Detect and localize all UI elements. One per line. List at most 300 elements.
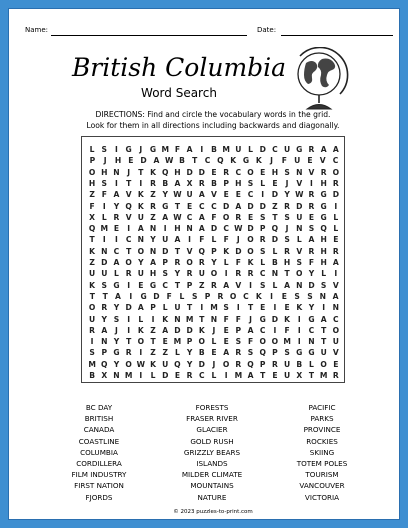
grid-letter[interactable]: I (249, 280, 252, 290)
grid-letter[interactable]: R (186, 269, 193, 279)
grid-letter[interactable]: E (162, 337, 168, 347)
grid-letter[interactable]: F (223, 235, 229, 245)
grid-letter[interactable]: L (174, 348, 180, 358)
grid-letter[interactable]: G (320, 190, 327, 200)
grid-letter[interactable]: C (186, 212, 193, 222)
grid-letter[interactable]: I (200, 303, 204, 313)
grid-letter[interactable]: D (162, 371, 169, 380)
grid-letter[interactable]: J (139, 145, 143, 154)
grid-letter[interactable]: O (247, 246, 254, 256)
grid-letter[interactable]: I (334, 201, 338, 211)
grid-letter[interactable]: G (320, 212, 327, 222)
grid-letter[interactable]: W (173, 190, 182, 200)
grid-letter[interactable]: H (320, 235, 327, 245)
grid-letter[interactable]: S (284, 235, 290, 245)
grid-letter[interactable]: K (150, 167, 156, 177)
grid-letter[interactable]: J (236, 235, 240, 245)
grid-letter[interactable]: Z (89, 190, 95, 200)
grid-letter[interactable]: S (284, 348, 290, 358)
grid-letter[interactable]: K (223, 246, 230, 256)
grid-letter[interactable]: S (223, 303, 229, 313)
grid-letter[interactable]: D (153, 291, 160, 301)
grid-letter[interactable]: M (88, 359, 96, 369)
grid-letter[interactable]: N (296, 280, 303, 290)
grid-letter[interactable]: Q (101, 359, 108, 369)
grid-letter[interactable]: J (103, 156, 107, 166)
grid-letter[interactable]: A (320, 314, 327, 324)
grid-letter[interactable]: O (271, 337, 279, 347)
grid-letter[interactable]: U (89, 314, 96, 324)
grid-letter[interactable]: H (114, 156, 122, 166)
grid-letter[interactable]: H (320, 178, 327, 188)
grid-letter[interactable]: A (115, 291, 121, 301)
grid-letter[interactable]: O (88, 303, 96, 313)
grid-letter[interactable]: F (247, 337, 254, 347)
grid-letter[interactable]: S (113, 314, 120, 324)
grid-letter[interactable]: M (173, 337, 182, 347)
grid-letter[interactable]: F (89, 201, 95, 211)
grid-letter[interactable]: Y (174, 269, 181, 279)
grid-letter[interactable]: E (260, 303, 266, 313)
grid-letter[interactable]: A (332, 145, 339, 154)
grid-letter[interactable]: R (125, 348, 132, 358)
grid-letter[interactable]: I (139, 348, 143, 358)
grid-letter[interactable]: J (127, 167, 131, 177)
grid-letter[interactable]: I (115, 178, 118, 188)
grid-letter[interactable]: A (223, 348, 230, 358)
grid-letter[interactable]: U (186, 190, 193, 200)
grid-letter[interactable]: I (139, 371, 143, 380)
grid-letter[interactable]: G (140, 291, 147, 301)
grid-letter[interactable]: K (150, 359, 156, 369)
grid-letter[interactable]: A (198, 212, 205, 222)
grid-letter[interactable]: T (126, 178, 132, 188)
grid-letter[interactable]: R (113, 212, 120, 222)
grid-letter[interactable]: L (333, 224, 339, 234)
grid-letter[interactable]: U (198, 269, 205, 279)
grid-letter[interactable]: R (284, 201, 291, 211)
grid-letter[interactable]: N (332, 303, 340, 313)
grid-letter[interactable]: D (186, 325, 193, 335)
grid-letter[interactable]: G (113, 348, 120, 358)
grid-letter[interactable]: R (235, 348, 242, 358)
grid-letter[interactable]: T (321, 337, 327, 347)
grid-letter[interactable]: B (179, 156, 185, 166)
grid-letter[interactable]: H (320, 246, 327, 256)
grid-letter[interactable]: M (283, 337, 291, 347)
grid-letter[interactable]: I (224, 269, 228, 279)
grid-letter[interactable]: R (308, 246, 315, 256)
grid-letter[interactable]: E (223, 325, 229, 335)
grid-letter[interactable]: L (211, 235, 217, 245)
grid-letter[interactable]: Z (150, 348, 156, 358)
grid-letter[interactable]: M (161, 145, 169, 154)
grid-letter[interactable]: L (333, 212, 339, 222)
grid-letter[interactable]: H (283, 258, 291, 267)
grid-letter[interactable]: Y (113, 201, 120, 211)
grid-letter[interactable]: V (332, 280, 339, 290)
grid-letter[interactable]: R (223, 167, 230, 177)
grid-letter[interactable]: R (198, 258, 205, 267)
grid-letter[interactable]: D (296, 201, 303, 211)
grid-letter[interactable]: R (235, 269, 242, 279)
grid-letter[interactable]: G (162, 201, 169, 211)
grid-letter[interactable]: H (235, 178, 242, 188)
grid-letter[interactable]: D (332, 190, 339, 200)
grid-letter[interactable]: Q (174, 359, 181, 369)
grid-letter[interactable]: H (149, 269, 157, 279)
grid-letter[interactable]: J (212, 359, 216, 369)
grid-letter[interactable]: A (247, 325, 254, 335)
grid-letter[interactable]: M (210, 303, 218, 313)
grid-letter[interactable]: I (102, 201, 106, 211)
grid-letter[interactable]: C (198, 201, 205, 211)
grid-letter[interactable]: Q (217, 156, 224, 166)
grid-letter[interactable]: R (211, 280, 217, 290)
grid-letter[interactable]: Y (150, 235, 156, 245)
grid-letter[interactable]: U (89, 269, 96, 279)
grid-letter[interactable]: F (284, 325, 290, 335)
grid-letter[interactable]: E (174, 371, 180, 380)
grid-letter[interactable]: E (128, 156, 134, 166)
grid-letter[interactable]: E (211, 167, 217, 177)
grid-letter[interactable]: H (174, 167, 181, 177)
grid-letter[interactable]: O (296, 269, 303, 279)
grid-letter[interactable]: G (296, 348, 303, 358)
grid-letter[interactable]: U (137, 212, 144, 222)
grid-letter[interactable]: J (285, 224, 289, 234)
grid-letter[interactable]: I (188, 235, 191, 245)
grid-letter[interactable]: E (223, 337, 229, 347)
grid-letter[interactable]: U (284, 359, 291, 369)
grid-letter[interactable]: Y (308, 269, 315, 279)
grid-letter[interactable]: U (162, 359, 169, 369)
grid-letter[interactable]: L (296, 235, 302, 245)
grid-letter[interactable]: O (198, 337, 206, 347)
grid-letter[interactable]: S (101, 178, 108, 188)
grid-letter[interactable]: D (140, 156, 147, 166)
grid-letter[interactable]: T (247, 303, 254, 313)
grid-letter[interactable]: F (235, 314, 241, 324)
grid-letter[interactable]: A (235, 201, 242, 211)
grid-letter[interactable]: I (115, 235, 118, 245)
grid-letter[interactable]: I (151, 314, 155, 324)
grid-letter[interactable]: S (284, 212, 290, 222)
grid-letter[interactable]: Y (284, 190, 290, 200)
grid-letter[interactable]: R (186, 371, 193, 380)
grid-letter[interactable]: C (259, 269, 266, 279)
grid-letter[interactable]: T (192, 156, 198, 166)
grid-letter[interactable]: H (174, 224, 181, 234)
grid-letter[interactable]: E (223, 190, 229, 200)
grid-letter[interactable]: N (137, 235, 145, 245)
grid-letter[interactable]: P (272, 348, 278, 358)
grid-letter[interactable]: T (89, 235, 95, 245)
grid-letter[interactable]: H (271, 167, 279, 177)
grid-letter[interactable]: P (89, 156, 96, 166)
grid-letter[interactable]: W (173, 212, 182, 222)
grid-letter[interactable]: J (115, 325, 118, 335)
grid-letter[interactable]: B (211, 178, 217, 188)
grid-letter[interactable]: Q (271, 224, 279, 234)
grid-letter[interactable]: V (332, 348, 339, 358)
grid-letter[interactable]: Y (113, 359, 120, 369)
grid-letter[interactable]: O (137, 337, 145, 347)
grid-letter[interactable]: I (127, 314, 131, 324)
grid-letter[interactable]: A (308, 235, 315, 245)
grid-letter[interactable]: A (153, 156, 160, 166)
grid-letter[interactable]: N (174, 314, 181, 324)
grid-letter[interactable]: K (198, 325, 205, 335)
grid-letter[interactable]: S (259, 212, 266, 222)
grid-letter[interactable]: D (198, 167, 205, 177)
grid-letter[interactable]: G (113, 280, 120, 290)
grid-letter[interactable]: P (211, 246, 217, 256)
grid-letter[interactable]: P (150, 303, 156, 313)
grid-letter[interactable]: O (222, 359, 230, 369)
grid-letter[interactable]: F (281, 156, 287, 166)
grid-letter[interactable]: O (222, 212, 230, 222)
grid-letter[interactable]: D (162, 246, 169, 256)
grid-letter[interactable]: O (125, 359, 132, 369)
grid-letter[interactable]: J (212, 325, 216, 335)
grid-letter[interactable]: T (284, 269, 290, 279)
grid-letter[interactable]: P (186, 337, 193, 347)
grid-letter[interactable]: J (249, 314, 252, 324)
grid-letter[interactable]: O (320, 359, 327, 369)
grid-letter[interactable]: T (260, 371, 266, 380)
grid-letter[interactable]: K (137, 190, 144, 200)
grid-letter[interactable]: Z (89, 258, 95, 267)
grid-letter[interactable]: E (308, 212, 315, 222)
grid-letter[interactable]: S (89, 348, 95, 358)
grid-letter[interactable]: K (247, 258, 254, 267)
grid-letter[interactable]: I (127, 280, 131, 290)
grid-letter[interactable]: T (321, 325, 327, 335)
grid-letter[interactable]: M (185, 314, 194, 324)
grid-letter[interactable]: T (126, 337, 132, 347)
grid-letter[interactable]: M (319, 371, 328, 380)
grid-letter[interactable]: F (308, 258, 315, 267)
grid-letter[interactable]: A (113, 258, 120, 267)
grid-letter[interactable]: A (320, 145, 327, 154)
grid-letter[interactable]: R (259, 235, 266, 245)
grid-letter[interactable]: L (272, 246, 278, 256)
grid-letter[interactable]: Y (162, 190, 168, 200)
grid-letter[interactable]: C (308, 325, 315, 335)
grid-letter[interactable]: Z (150, 190, 156, 200)
grid-letter[interactable]: B (211, 145, 217, 154)
grid-letter[interactable]: L (138, 314, 144, 324)
grid-letter[interactable]: D (247, 201, 254, 211)
grid-letter[interactable]: O (332, 167, 340, 177)
grid-letter[interactable]: R (332, 246, 339, 256)
grid-letter[interactable]: I (236, 303, 240, 313)
grid-letter[interactable]: O (137, 246, 145, 256)
grid-letter[interactable]: S (247, 348, 254, 358)
grid-letter[interactable]: N (149, 224, 157, 234)
grid-letter[interactable]: P (259, 359, 266, 369)
grid-letter[interactable]: D (259, 145, 266, 154)
grid-letter[interactable]: S (162, 269, 168, 279)
grid-letter[interactable]: O (186, 258, 193, 267)
grid-letter[interactable]: E (187, 201, 193, 211)
grid-letter[interactable]: L (260, 178, 266, 188)
grid-letter[interactable]: L (101, 212, 107, 222)
grid-letter[interactable]: E (138, 280, 144, 290)
grid-letter[interactable]: Y (101, 314, 108, 324)
grid-letter[interactable]: D (186, 167, 193, 177)
grid-letter[interactable]: C (198, 371, 205, 380)
grid-letter[interactable]: D (271, 314, 279, 324)
grid-letter[interactable]: T (174, 280, 180, 290)
grid-letter[interactable]: B (296, 359, 303, 369)
grid-letter[interactable]: R (150, 201, 156, 211)
grid-letter[interactable]: D (235, 246, 242, 256)
grid-letter[interactable]: V (235, 280, 242, 290)
grid-letter[interactable]: Q (247, 359, 254, 369)
grid-letter[interactable]: A (223, 280, 230, 290)
grid-letter[interactable]: T (102, 291, 108, 301)
grid-letter[interactable]: V (296, 246, 303, 256)
grid-letter[interactable]: I (127, 224, 131, 234)
grid-letter[interactable]: S (101, 280, 108, 290)
grid-letter[interactable]: X (89, 212, 96, 222)
grid-letter[interactable]: R (247, 269, 254, 279)
grid-letter[interactable]: V (125, 190, 132, 200)
grid-letter[interactable]: R (150, 178, 156, 188)
grid-letter[interactable]: U (284, 371, 291, 380)
grid-letter[interactable]: O (88, 167, 96, 177)
grid-letter[interactable]: P (204, 291, 211, 301)
grid-letter[interactable]: Q (320, 224, 327, 234)
grid-letter[interactable]: N (271, 269, 279, 279)
grid-letter[interactable]: K (137, 201, 144, 211)
grid-letter[interactable]: I (273, 325, 277, 335)
grid-letter[interactable]: T (174, 201, 180, 211)
grid-letter[interactable]: T (126, 246, 132, 256)
grid-letter[interactable]: Z (199, 280, 205, 290)
grid-letter[interactable]: D (174, 325, 181, 335)
grid-letter[interactable]: D (308, 280, 315, 290)
grid-letter[interactable]: E (113, 224, 120, 234)
grid-letter[interactable]: T (138, 167, 144, 177)
grid-letter[interactable]: A (162, 212, 169, 222)
grid-letter[interactable]: X (101, 371, 108, 380)
grid-letter[interactable]: I (139, 178, 143, 188)
grid-letter[interactable]: D (101, 258, 108, 267)
grid-letter[interactable]: G (296, 145, 303, 154)
grid-letter[interactable]: A (174, 178, 181, 188)
grid-letter[interactable]: A (174, 235, 181, 245)
grid-letter[interactable]: V (308, 167, 315, 177)
grid-letter[interactable]: V (186, 246, 193, 256)
grid-letter[interactable]: C (259, 325, 266, 335)
grid-letter[interactable]: U (296, 212, 303, 222)
grid-letter[interactable]: Z (150, 325, 156, 335)
grid-letter[interactable]: A (101, 325, 108, 335)
grid-letter[interactable]: H (88, 178, 96, 188)
grid-letter[interactable]: L (211, 337, 217, 347)
grid-letter[interactable]: S (101, 145, 108, 154)
grid-letter[interactable]: P (259, 224, 266, 234)
grid-letter[interactable]: R (271, 359, 278, 369)
grid-letter[interactable]: R (125, 269, 132, 279)
grid-letter[interactable]: C (125, 235, 132, 245)
grid-letter[interactable]: G (149, 280, 157, 290)
grid-letter[interactable]: W (164, 156, 174, 166)
grid-letter[interactable]: K (89, 246, 96, 256)
grid-letter[interactable]: B (198, 348, 205, 358)
grid-letter[interactable]: C (243, 291, 249, 301)
grid-letter[interactable]: Y (138, 258, 144, 267)
grid-letter[interactable]: P (235, 325, 242, 335)
grid-letter[interactable]: E (281, 291, 287, 301)
grid-letter[interactable]: R (235, 212, 242, 222)
grid-letter[interactable]: C (204, 156, 211, 166)
grid-letter[interactable]: S (307, 291, 313, 301)
grid-letter[interactable]: Y (308, 303, 315, 313)
grid-letter[interactable]: R (332, 178, 339, 188)
grid-letter[interactable]: U (162, 235, 169, 245)
grid-letter[interactable]: D (223, 201, 230, 211)
grid-letter[interactable]: I (322, 303, 326, 313)
grid-letter[interactable]: E (272, 371, 278, 380)
grid-letter[interactable]: Y (186, 348, 193, 358)
grid-letter[interactable]: M (222, 145, 230, 154)
grid-letter[interactable]: B (272, 258, 278, 267)
grid-letter[interactable]: R (308, 190, 315, 200)
grid-letter[interactable]: T (272, 212, 278, 222)
grid-letter[interactable]: C (272, 145, 278, 154)
grid-letter[interactable]: A (198, 224, 205, 234)
grid-letter[interactable]: Z (162, 348, 168, 358)
grid-letter[interactable]: H (101, 167, 108, 177)
grid-letter[interactable]: U (284, 145, 291, 154)
grid-letter[interactable]: A (162, 325, 169, 335)
grid-letter[interactable]: A (150, 258, 156, 267)
grid-letter[interactable]: G (308, 348, 315, 358)
grid-letter[interactable]: B (89, 371, 95, 380)
grid-letter[interactable]: O (210, 269, 218, 279)
grid-letter[interactable]: N (210, 314, 218, 324)
grid-letter[interactable]: U (320, 348, 327, 358)
grid-letter[interactable]: J (285, 178, 289, 188)
grid-letter[interactable]: E (260, 167, 266, 177)
grid-letter[interactable]: V (211, 190, 217, 200)
grid-letter[interactable]: O (247, 167, 254, 177)
grid-letter[interactable]: O (229, 291, 237, 301)
grid-letter[interactable]: Q (198, 246, 206, 256)
grid-letter[interactable]: V (319, 156, 326, 166)
grid-letter[interactable]: A (137, 224, 144, 234)
grid-letter[interactable]: Q (88, 224, 96, 234)
grid-letter[interactable]: Y (186, 359, 193, 369)
grid-letter[interactable]: M (234, 371, 243, 380)
grid-letter[interactable]: I (115, 145, 118, 154)
grid-letter[interactable]: T (308, 371, 315, 380)
grid-letter[interactable]: I (273, 303, 277, 313)
grid-letter[interactable]: N (149, 246, 157, 256)
grid-letter[interactable]: Z (150, 212, 156, 222)
grid-letter[interactable]: S (308, 224, 315, 234)
grid-letter[interactable]: U (332, 337, 339, 347)
grid-letter[interactable]: L (223, 258, 229, 267)
grid-letter[interactable]: O (332, 325, 340, 335)
grid-letter[interactable]: P (162, 258, 168, 267)
grid-letter[interactable]: F (211, 212, 217, 222)
grid-letter[interactable]: O (259, 337, 266, 347)
